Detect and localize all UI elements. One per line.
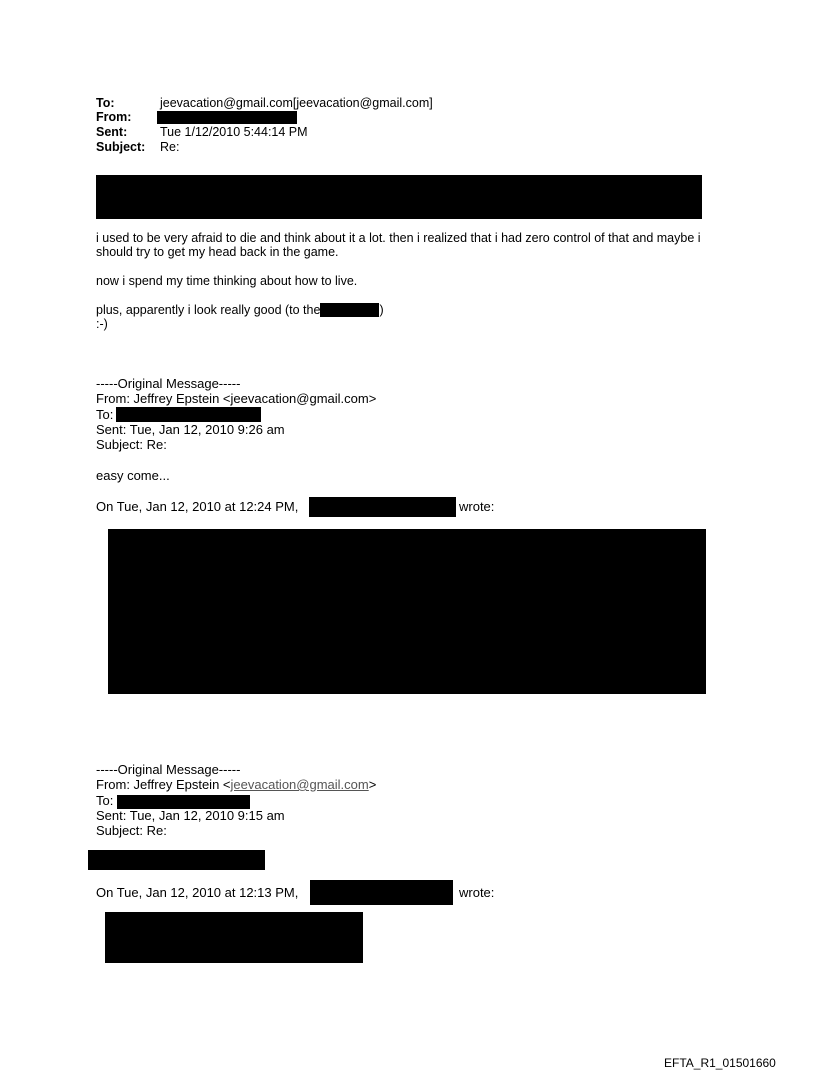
document-id: EFTA_R1_01501660 (664, 1056, 776, 1070)
quote2-separator: -----Original Message----- (96, 762, 241, 777)
redaction-quote2-to (117, 795, 250, 809)
quote1-sent: Sent: Tue, Jan 12, 2010 9:26 am (96, 422, 285, 437)
redaction-block-1 (96, 175, 702, 219)
redaction-quote2-text (88, 850, 265, 870)
to-value: jeevacation@gmail.com[jeevacation@gmail.com] (160, 96, 433, 110)
redaction-quote1-to (116, 407, 261, 422)
subject-label: Subject: (96, 140, 146, 154)
body-paragraph-2: now i spend my time thinking about how to live. (96, 274, 358, 288)
quote1-from: From: Jeffrey Epstein <jeevacation@gmail.com> (96, 391, 377, 406)
quote1-text: easy come... (96, 468, 170, 483)
quote1-separator: -----Original Message----- (96, 376, 241, 391)
body-paragraph-1-line-2: should try to get my head back in the game. (96, 245, 339, 259)
quote2-email-link[interactable]: jeevacation@gmail.com (230, 777, 369, 792)
redaction-from (157, 111, 297, 124)
from-label: From: (96, 110, 132, 124)
quote1-to-label: To: (96, 407, 114, 422)
to-label: To: (96, 96, 115, 110)
redaction-inline-1 (320, 303, 379, 317)
quote2-from-suffix: > (368, 777, 377, 792)
redaction-quote1-sender (309, 497, 456, 517)
sent-label: Sent: (96, 125, 128, 139)
body-paragraph-3 (96, 303, 384, 317)
redaction-block-2 (108, 529, 706, 694)
body-paragraph-3-suffix: ) (379, 303, 384, 317)
body-paragraph-1-line-1: i used to be very afraid to die and think about it a lot. then i realized that i had zero control of that and maybe i (96, 231, 701, 245)
quote2-on-prefix: On Tue, Jan 12, 2010 at 12:13 PM, (96, 885, 299, 900)
quote2-from-prefix: From: Jeffrey Epstein < (96, 777, 231, 792)
quote2-to-label: To: (96, 793, 114, 808)
quote1-subject: Subject: Re: (96, 437, 167, 452)
quote1-on-prefix: On Tue, Jan 12, 2010 at 12:24 PM, (96, 499, 299, 514)
quote2-sent: Sent: Tue, Jan 12, 2010 9:15 am (96, 808, 285, 823)
quote2-wrote: wrote: (459, 885, 495, 900)
subject-value: Re: (160, 140, 180, 154)
redaction-quote2-sender (310, 880, 453, 905)
redaction-block-3 (105, 912, 363, 963)
quote2-subject: Subject: Re: (96, 823, 167, 838)
quote1-wrote: wrote: (459, 499, 495, 514)
smiley: :-) (96, 317, 108, 331)
quote2-from (96, 777, 376, 792)
sent-value: Tue 1/12/2010 5:44:14 PM (160, 125, 308, 139)
body-paragraph-3-prefix: plus, apparently i look really good (to the (96, 303, 321, 317)
